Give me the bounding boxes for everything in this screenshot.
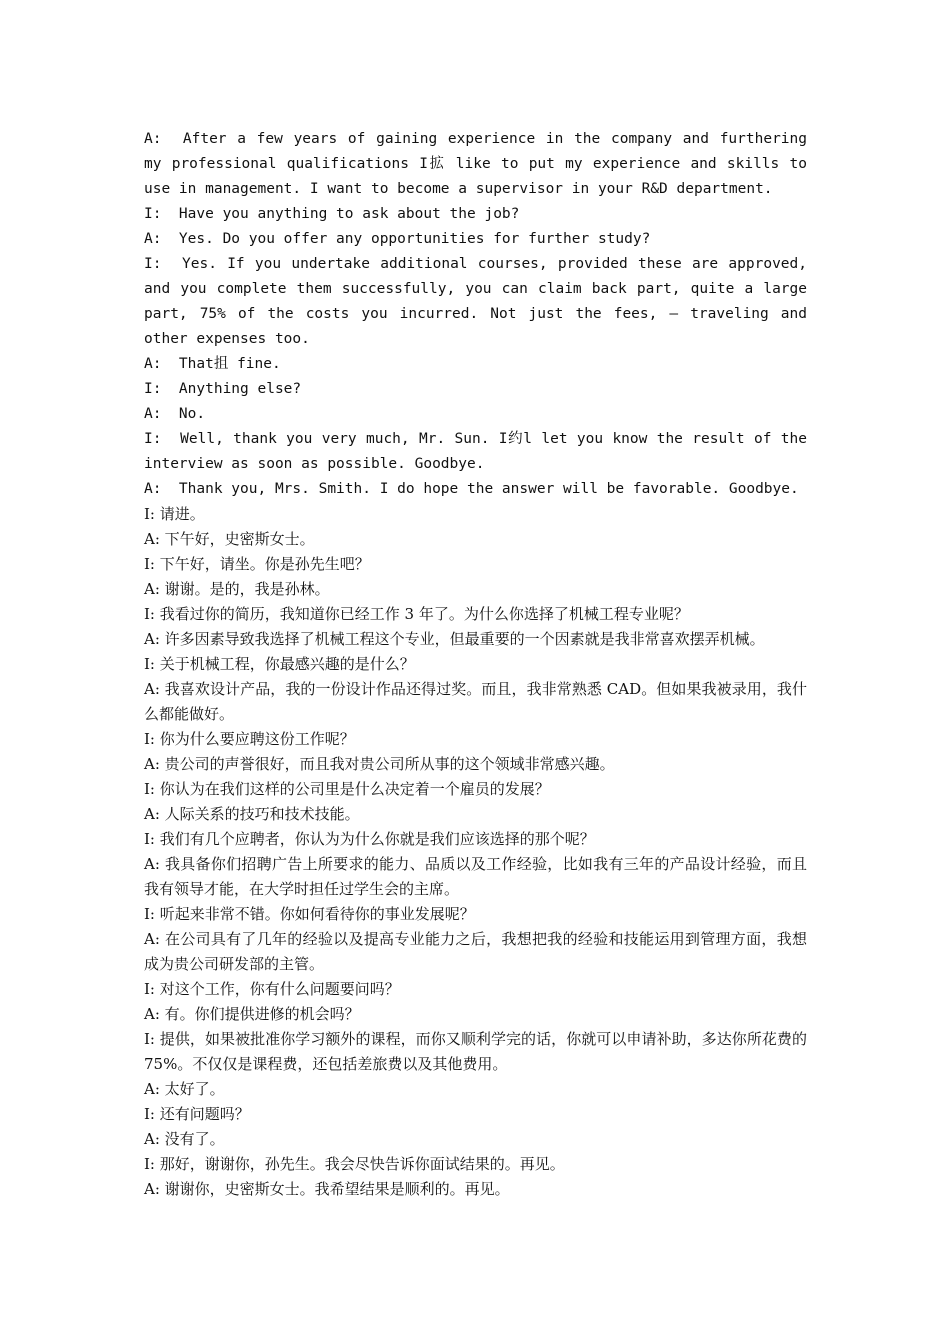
- dialogue-line: I: 听起来非常不错。你如何看待你的事业发展呢？: [144, 905, 475, 923]
- dialogue-line: A: 人际关系的技巧和技术技能。: [144, 805, 360, 823]
- dialogue-line: I: 那好，谢谢你，孙先生。我会尽快告诉你面试结果的。再见。: [144, 1155, 565, 1173]
- dialogue-line: I: Well, thank you very much, Mr. Sun. I约l let you know the result of the interview as soon as possible. Goodbye.: [144, 431, 816, 472]
- dialogue-line: I: 你认为在我们这样的公司里是什么决定着一个雇员的发展？: [144, 780, 550, 798]
- dialogue-line: A: 贵公司的声誉很好，而且我对贵公司所从事的这个领域非常感兴趣。: [144, 755, 615, 773]
- dialogue-line: I: 你为什么要应聘这份工作呢？: [144, 730, 355, 748]
- dialogue-line: I: Yes. If you undertake additional courses, provided these are approved, and you complete them successfully, you can claim back part, quite a large part, 75% of the costs you incurred. Not just the fees, – traveling and other expenses too.: [144, 256, 816, 347]
- dialogue-line: A: 谢谢。是的，我是孙林。: [144, 580, 330, 598]
- dialogue-line: I: 还有问题吗？: [144, 1105, 250, 1123]
- dialogue-line: I: Have you anything to ask about the job?: [144, 206, 520, 222]
- dialogue-line: A: That抯 fine.: [144, 356, 281, 372]
- dialogue-line: A: 有。你们提供进修的机会吗？: [144, 1005, 360, 1023]
- dialogue-line: I: 请进。: [144, 505, 205, 523]
- dialogue-line: A: 许多因素导致我选择了机械工程这个专业，但最重要的一个因素就是我非常喜欢摆弄机械。: [144, 630, 765, 648]
- dialogue-line: A: Yes. Do you offer any opportunities for further study?: [144, 231, 651, 247]
- dialogue-line: I: 对这个工作，你有什么问题要问吗？: [144, 980, 400, 998]
- dialogue-line: I: 提供，如果被批准你学习额外的课程，而你又顺利学完的话，你就可以申请补助，多达你所花费的 75%。不仅仅是课程费，还包括差旅费以及其他费用。: [144, 1030, 812, 1073]
- dialogue-line: A: 我喜欢设计产品，我的一份设计作品还得过奖。而且，我非常熟悉 CAD。但如果我被录用，我什么都能做好。: [144, 680, 807, 723]
- dialogue-line: A: 在公司具有了几年的经验以及提高专业能力之后，我想把我的经验和技能运用到管理方面，我想成为贵公司研发部的主管。: [144, 930, 807, 973]
- dialogue-line: A: 下午好，史密斯女士。: [144, 530, 315, 548]
- dialogue-line: A: 太好了。: [144, 1080, 225, 1098]
- dialogue-line: A: After a few years of gaining experience in the company and furthering my professional qualifications I拡 like to put my experience and skills to use in management. I want to become a supervisor in your R&D department.: [144, 131, 816, 197]
- dialogue-line: I: 我们有几个应聘者，你认为为什么你就是我们应该选择的那个呢？: [144, 830, 595, 848]
- dialogue-line: A: 没有了。: [144, 1130, 225, 1148]
- document-page: [144, 127, 816, 1202]
- dialogue-line: A: 谢谢你，史密斯女士。我希望结果是顺利的。再见。: [144, 1180, 510, 1198]
- dialogue-line: I: 我看过你的简历，我知道你已经工作 3 年了。为什么你选择了机械工程专业呢？: [144, 605, 689, 623]
- dialogue-line: I: 关于机械工程，你最感兴趣的是什么？: [144, 655, 415, 673]
- dialogue-line: I: 下午好，请坐。你是孙先生吧？: [144, 555, 370, 573]
- dialogue-line: I: Anything else?: [144, 381, 302, 397]
- dialogue-line: A: No.: [144, 406, 206, 422]
- dialogue-line: A: Thank you, Mrs. Smith. I do hope the answer will be favorable. Goodbye.: [144, 481, 799, 497]
- dialogue-line: A: 我具备你们招聘广告上所要求的能力、品质以及工作经验，比如我有三年的产品设计经验，而且我有领导才能，在大学时担任过学生会的主席。: [144, 855, 807, 898]
